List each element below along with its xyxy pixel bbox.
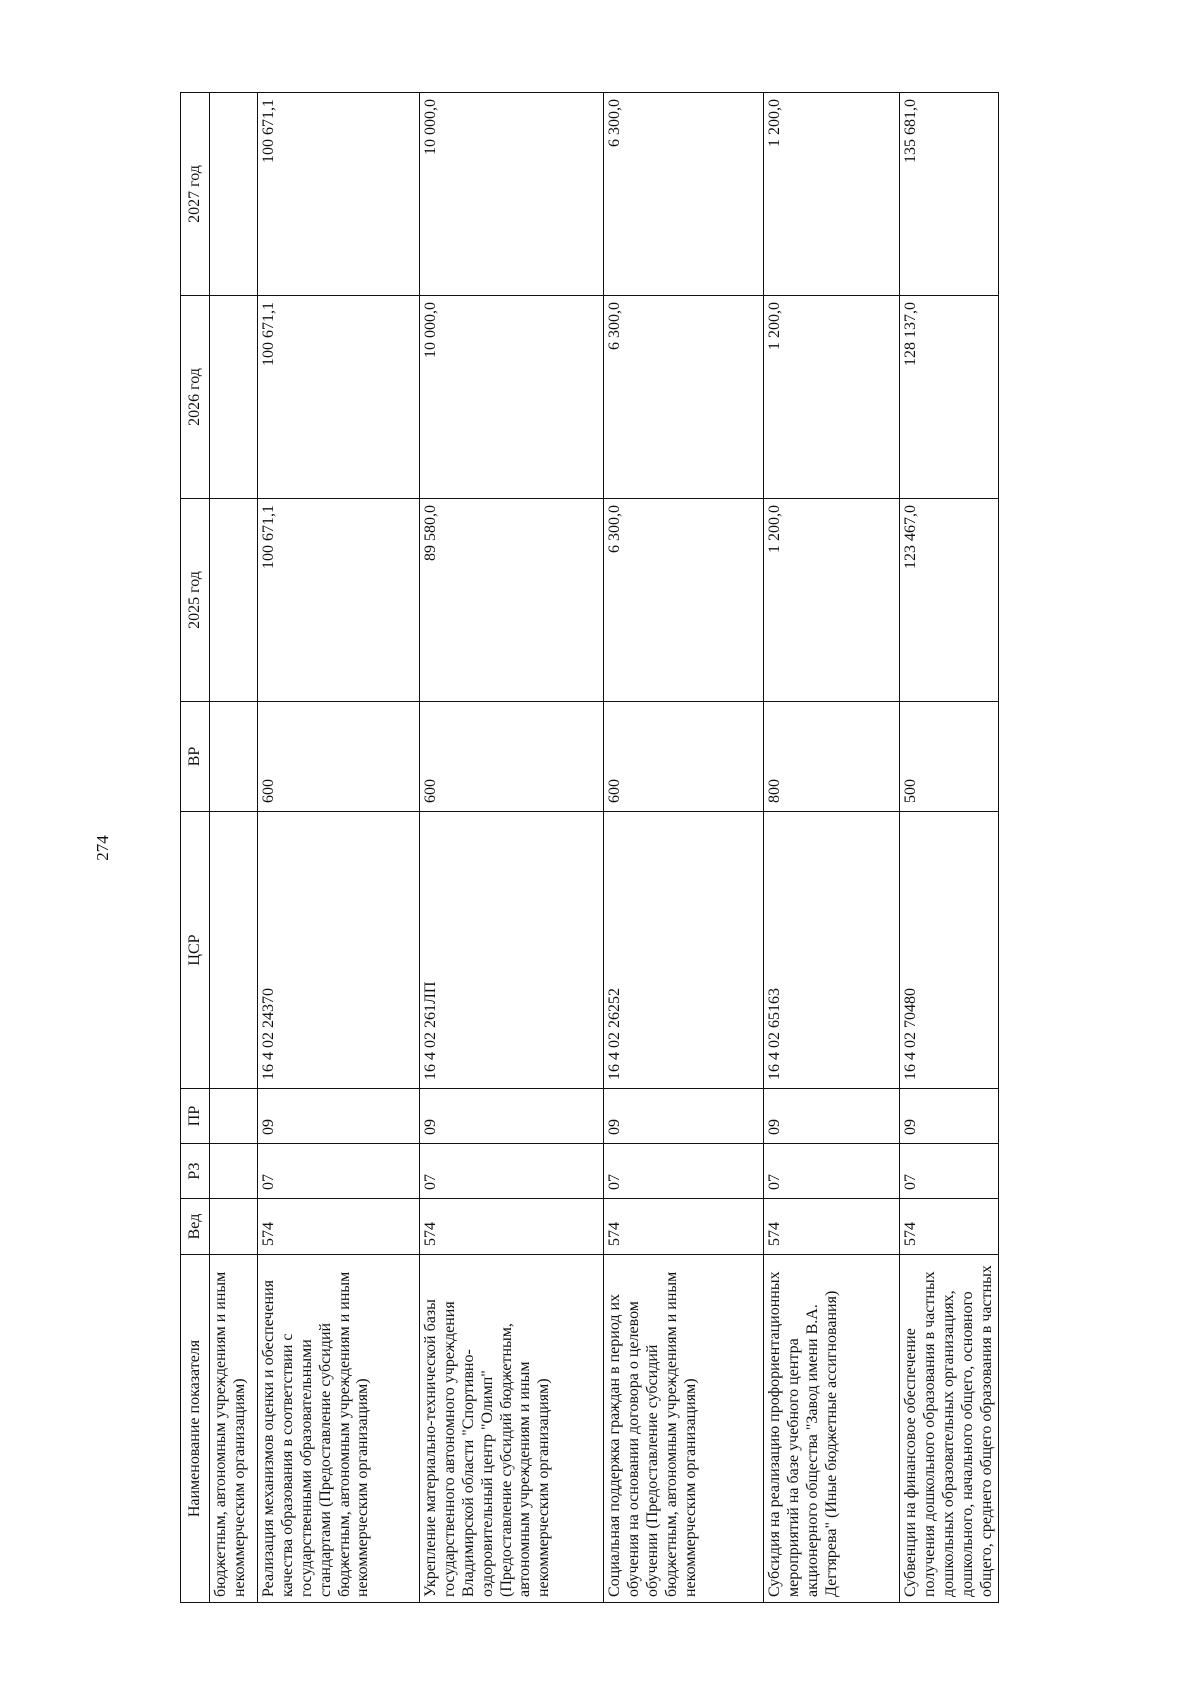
row-rz: 07 [420,1144,604,1199]
row-name: Субсидия на реализацию профориентационных мероприятий на базе учебного центра акционерного общества "Завод имени В.А. Дегтярева" (Иные бюджетные ассигнования) [764,1255,900,1603]
row-2027: 6 300,0 [604,93,764,296]
header-2025: 2025 год [181,499,210,702]
row-pr: 09 [420,1089,604,1144]
table-row [764,93,900,1603]
row-name: Субвенции на финансовое обеспечение получения дошкольного образования в частных дошкольных образовательных организациях, дошкольного, начального общего, основного общего, среднего общего образования в частных [900,1255,999,1603]
row-2025 [210,499,258,702]
row-ved: 574 [258,1199,420,1255]
row-name: бюджетным, автономным учреждениям и иным некоммерческим организациям) [210,1255,258,1603]
row-pr: 09 [258,1089,420,1144]
row-csr: 16 4 02 261ЛП [420,812,604,1089]
row-vr: 800 [764,702,900,812]
budget-table-container [180,93,995,1603]
row-rz: 07 [900,1144,999,1199]
row-ved: 574 [604,1199,764,1255]
header-rz: РЗ [181,1144,210,1199]
row-rz [210,1144,258,1199]
row-2027: 1 200,0 [764,93,900,296]
row-rz: 07 [604,1144,764,1199]
page-number: 274 [93,835,112,861]
row-name: Социальная поддержка граждан в период их обучения на основании договора о целевом обучении (Предоставление субсидий бюджетным, автономным учреждениям и иным некоммерческим организациям) [604,1255,764,1603]
row-ved: 574 [900,1199,999,1255]
row-csr: 16 4 02 65163 [764,812,900,1089]
row-2025: 123 467,0 [900,499,999,702]
row-ved [210,1199,258,1255]
row-vr: 600 [604,702,764,812]
row-ved: 574 [764,1199,900,1255]
row-csr [210,812,258,1089]
row-pr: 09 [764,1089,900,1144]
header-2026: 2026 год [181,296,210,499]
row-vr: 500 [900,702,999,812]
row-rz: 07 [258,1144,420,1199]
row-2026: 6 300,0 [604,296,764,499]
row-csr: 16 4 02 24370 [258,812,420,1089]
table-row [900,93,999,1603]
row-2026: 10 000,0 [420,296,604,499]
header-name: Наименование показателя [181,1255,210,1603]
row-pr: 09 [604,1089,764,1144]
row-name: Реализация механизмов оценки и обеспечения качества образования в соответствии с государственными образовательными стандартами (Предоставление субсидий бюджетным, автономным учреждениям и иным некоммерческим организациям) [258,1255,420,1603]
row-pr [210,1089,258,1144]
row-vr: 600 [258,702,420,812]
row-vr: 600 [420,702,604,812]
row-pr: 09 [900,1089,999,1144]
row-2027: 135 681,0 [900,93,999,296]
budget-table [180,92,999,1603]
row-2026: 100 671,1 [258,296,420,499]
row-csr: 16 4 02 70480 [900,812,999,1089]
row-2026: 1 200,0 [764,296,900,499]
header-vr: ВР [181,702,210,812]
row-2025: 89 580,0 [420,499,604,702]
row-csr: 16 4 02 26252 [604,812,764,1089]
table-header-row [181,93,210,1603]
row-vr [210,702,258,812]
header-csr: ЦСР [181,812,210,1089]
row-2026: 128 137,0 [900,296,999,499]
table-row [604,93,764,1603]
table-row [258,93,420,1603]
row-2025: 100 671,1 [258,499,420,702]
row-2025: 1 200,0 [764,499,900,702]
header-2027: 2027 год [181,93,210,296]
row-2026 [210,296,258,499]
table-row [420,93,604,1603]
table-row [210,93,258,1603]
header-ved: Вед [181,1199,210,1255]
row-2025: 6 300,0 [604,499,764,702]
row-name: Укрепление материально-технической базы государственного автономного учреждения Владимирской области "Спортивно-оздоровительный центр "Олимп" (Предоставление субсидий бюджетным, автономным учреждениям и иным некоммерческим организациям) [420,1255,604,1603]
row-rz: 07 [764,1144,900,1199]
row-2027: 10 000,0 [420,93,604,296]
row-2027 [210,93,258,296]
row-ved: 574 [420,1199,604,1255]
row-2027: 100 671,1 [258,93,420,296]
header-pr: ПР [181,1089,210,1144]
